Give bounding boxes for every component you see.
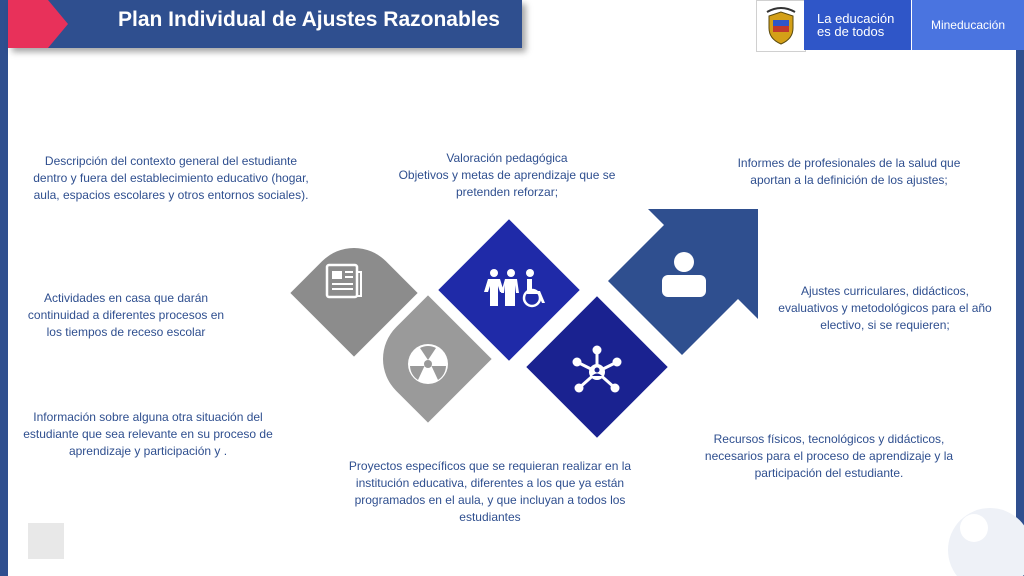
radiation-icon (406, 342, 450, 386)
people-accessibility-icon (484, 268, 550, 308)
text-actividades: Actividades en casa que darán continuidad a diferentes procesos en los tiempos de receso escolar (27, 291, 225, 339)
corner-decoration (944, 498, 1024, 576)
network-icon (569, 344, 625, 400)
newspaper-icon (325, 262, 363, 300)
page-title: Plan Individual de Ajustes Razonables (118, 8, 500, 31)
text-valoracion-title: Valoración pedagógica (446, 151, 568, 165)
text-contexto: Descripción del contexto general del estudiante dentro y fuera del establecimiento educativo (hogar, aula, espacios escolares y otros entornos sociales). (33, 154, 309, 202)
mineducacion-brand: Mineducación (912, 0, 1024, 50)
gray-placeholder-square (28, 523, 64, 559)
shield-icon (764, 6, 798, 46)
text-ajustes: Ajustes curriculares, didácticos, evaluativos y metodológicos para el año electivo, si se requieren; (778, 284, 992, 332)
left-frame (0, 0, 8, 576)
text-valoracion-body: Objetivos y metas de aprendizaje que se pretenden reforzar; (398, 168, 616, 199)
text-informacion: Información sobre alguna otra situación del estudiante que sea relevante en su proceso de aprendizaje y participación y . (23, 410, 273, 458)
user-icon (660, 250, 708, 298)
la-educacion-logo (804, 0, 911, 50)
logo-line-2: es de todos (817, 24, 885, 39)
logo-line-1: La educación (817, 11, 895, 26)
text-valoracion (380, 150, 634, 201)
title-accent (8, 0, 68, 48)
text-recursos: Recursos físicos, tecnológicos y didácticos, necesarios para el proceso de aprendizaje y la participación del estudiante. (704, 432, 954, 480)
text-proyectos: Proyectos específicos que se requieran realizar en la institución educativa, diferentes a los que ya están programados en el aula, y que incluyan a todos los estudiantes (348, 459, 632, 524)
coat-of-arms-logo (756, 0, 806, 52)
title-bar (8, 0, 522, 48)
text-informes: Informes de profesionales de la salud que aportan a la definición de los ajustes; (737, 156, 961, 187)
